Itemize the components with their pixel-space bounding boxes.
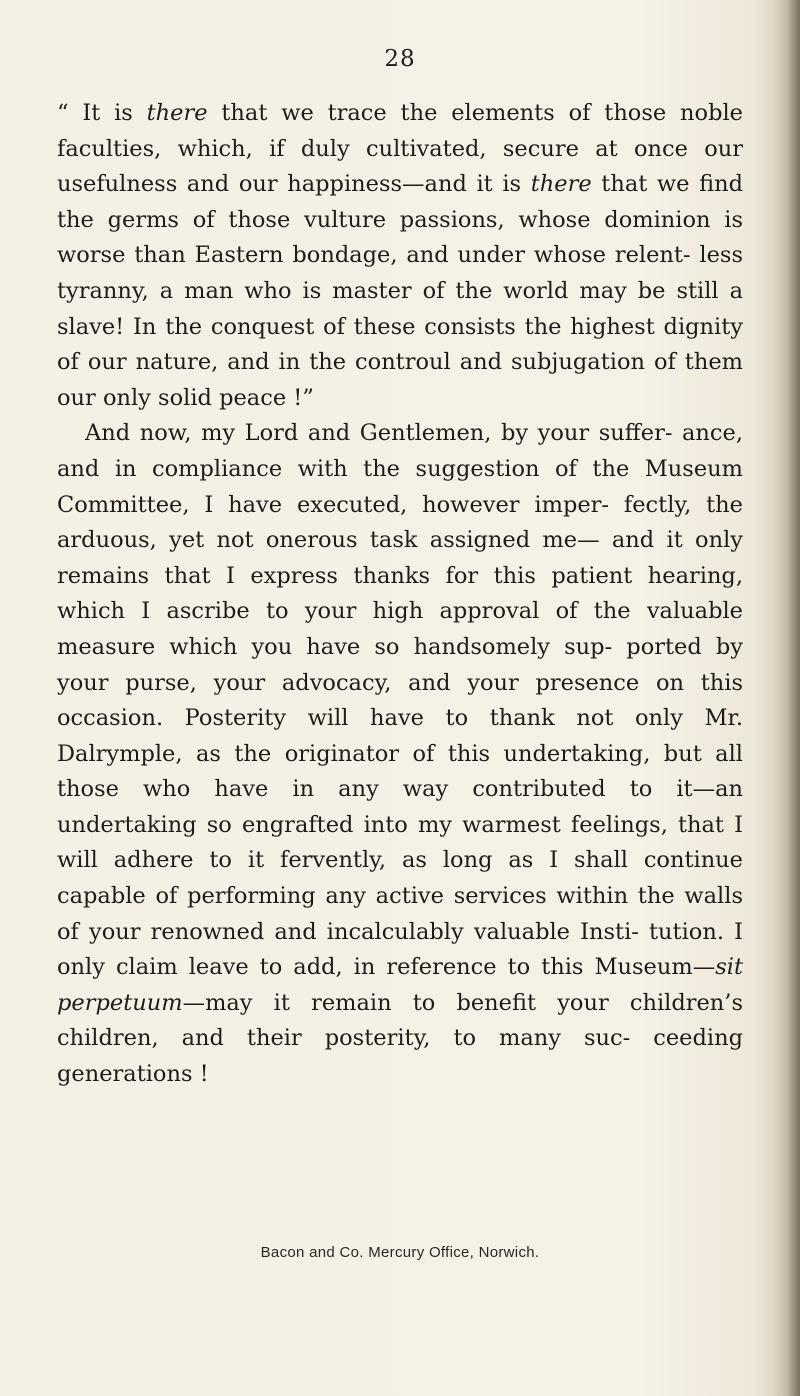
paragraph-closing — [57, 416, 743, 1092]
text-run: that we find the germs of those vulture passions, whose dominion is worse than Eastern bondage, and under whose relent- less tyranny, a man who is master of the world may be still a slave! In the conquest of these consists the highest dignity of our nature, and in the controul and subjugation of them our only solid peace !” — [57, 171, 743, 411]
page-edge-shadow — [774, 0, 800, 1396]
italic-run: sit perpetuum — [57, 954, 743, 1016]
italic-run: there — [146, 100, 208, 126]
italic-run: there — [530, 171, 592, 198]
page-number: 28 — [384, 46, 416, 72]
text-run: —may it remain to benefit your children’s children, and their posterity, to many suc- ceeding generations ! — [57, 989, 743, 1088]
text-run: that we trace the elements of those noble faculties, which, if duly cultivated, secure at once our usefulness and our happiness—and it is — [57, 100, 743, 198]
printer-imprint: Bacon and Co. Mercury Office, Norwich. — [260, 1244, 540, 1261]
body-text — [57, 96, 743, 1093]
paragraph-quote — [57, 96, 743, 416]
text-run: “ It is — [57, 100, 147, 126]
text-run: And now, my Lord and Gentlemen, by your suffer- ance, and in compliance with the suggestion of the Museum Committee, I have executed, however imper- fectly, the arduous, yet not onerous task assigned me— and it only remains that I express thanks for this patient hearing, which I ascribe to your high approval of the valuable measure which you have so handsomely sup- ported by your purse, your advocacy, and your presence on this occasion. Posterity will have to thank not only Mr. Dalrymple, as the originator of this undertaking, but all those who have in any way contributed to it—an undertaking so engrafted into my warmest feelings, that I will adhere to it fervently, as long as I shall continue capable of performing any active services within the walls of your renowned and incalculably valuable Insti- tution. I only claim leave to add, in reference to this Museum— — [57, 420, 743, 981]
